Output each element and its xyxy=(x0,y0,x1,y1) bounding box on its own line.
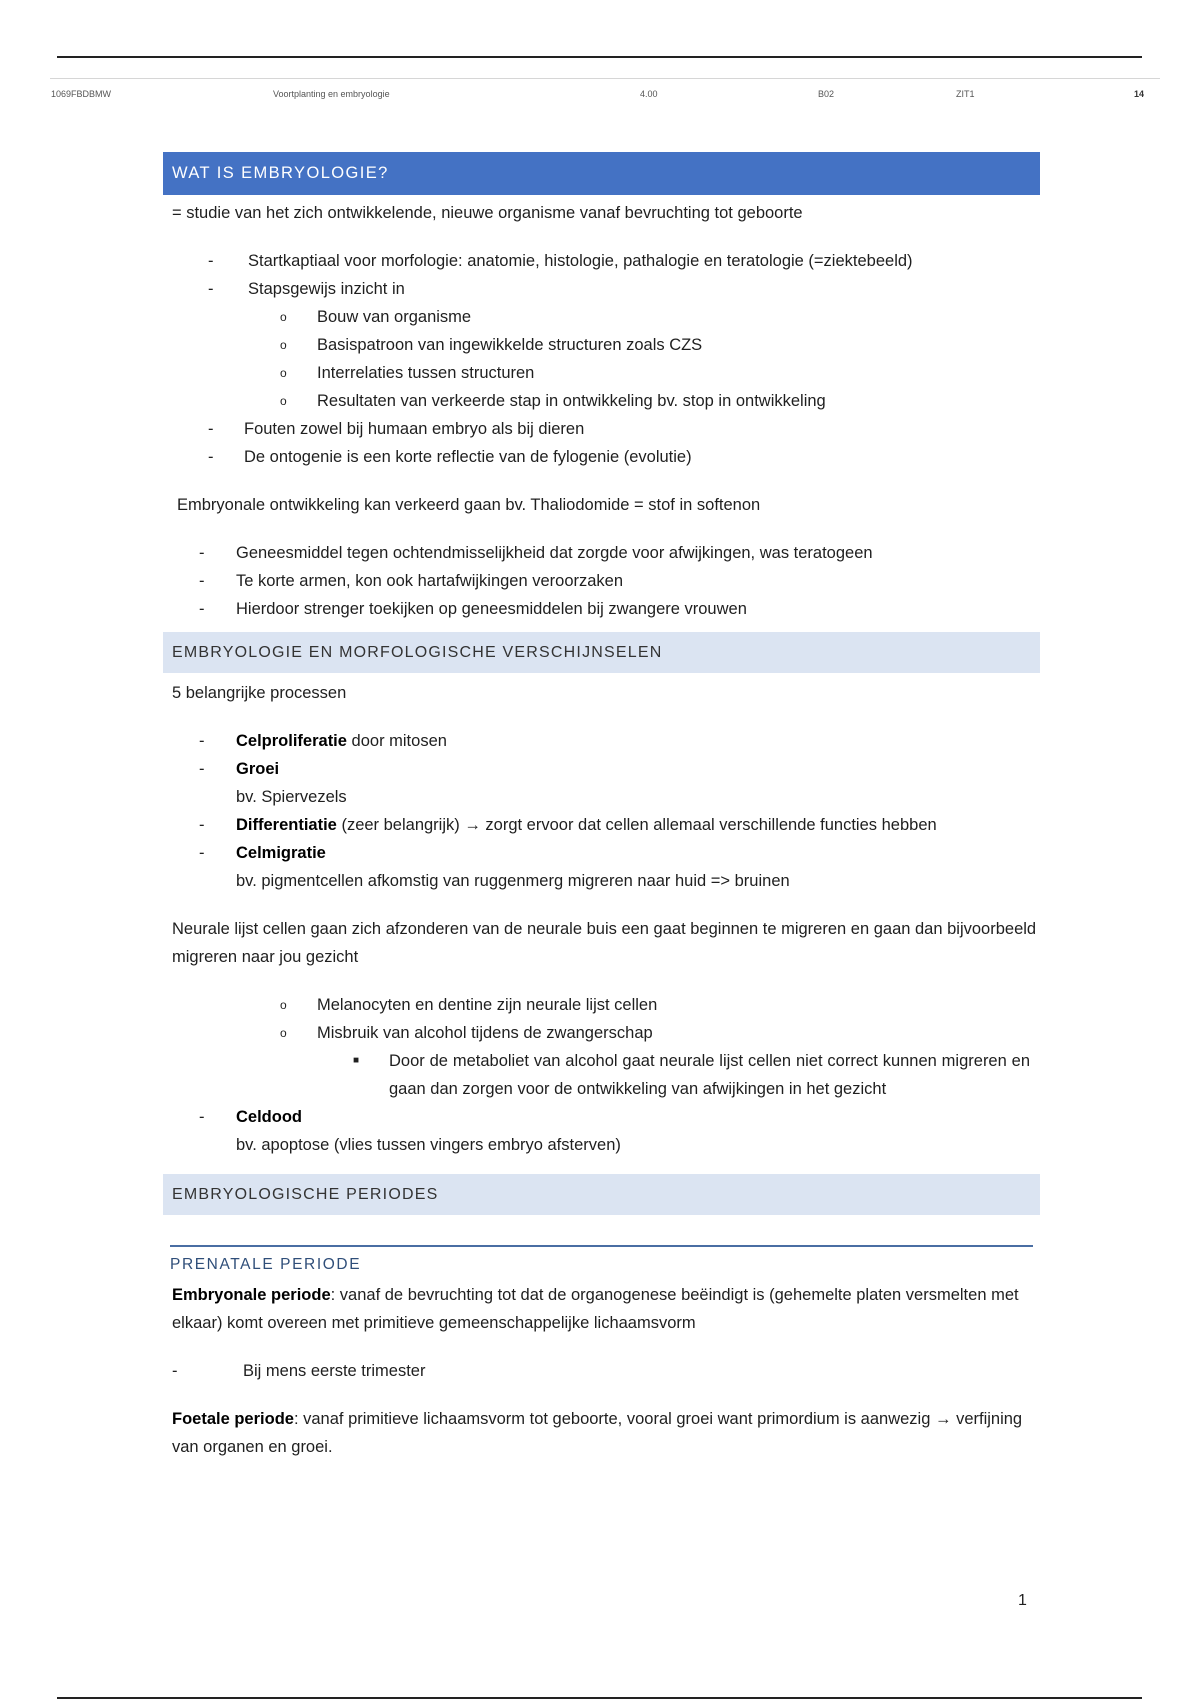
thalidomide-list xyxy=(163,539,1040,623)
list-item: - Geneesmiddel tegen ochtendmisselijkheid dat zorgde voor afwijkingen, was teratogeen xyxy=(199,544,873,562)
embryology-list xyxy=(163,247,1040,471)
section-heading-embryology: WAT IS EMBRYOLOGIE? xyxy=(163,152,1040,195)
list-item: o Basispatroon van ingewikkelde structuren zoals CZS xyxy=(280,336,703,354)
list-item: - Groei xyxy=(199,760,280,778)
list-item: - Fouten zowel bij humaan embryo als bij dieren xyxy=(208,420,585,438)
list-item: o Bouw van organisme xyxy=(280,308,472,326)
embryonal-period-paragraph: Embryonale periode: vanaf de bevruchting tot dat de organogenese beëindigt is (gehemelte platen versmelten met elkaar) komt overeen met primitieve gemeenschappelijke lichaamsvorm xyxy=(172,1286,1019,1332)
list-item: - Celmigratie xyxy=(199,844,326,862)
document-body xyxy=(163,152,1040,1461)
credits: 4.00 xyxy=(640,89,658,99)
processes-list xyxy=(163,727,1040,895)
list-item: - Differentiatie (zeer belangrijk) → zorgt ervoor dat cellen allemaal verschillende functies hebben xyxy=(199,816,937,834)
list-item-detail: bv. pigmentcellen afkomstig van ruggenmerg migreren naar huid => bruinen xyxy=(236,872,790,890)
list-item: - Bij mens eerste trimester xyxy=(172,1362,426,1380)
bottom-rule xyxy=(57,1697,1142,1699)
list-item: o Misbruik van alcohol tijdens de zwangerschap xyxy=(280,1024,653,1042)
thalidomide-intro: Embryonale ontwikkeling kan verkeerd gaan bv. Thaliodomide = stof in softenon xyxy=(177,496,761,514)
course-title: Voortplanting en embryologie xyxy=(273,89,390,99)
section-heading-morphology: EMBRYOLOGIE EN MORFOLOGISCHE VERSCHIJNSELEN xyxy=(163,632,1040,673)
header-rule xyxy=(50,78,1160,79)
list-item: - Celdood xyxy=(199,1108,302,1126)
section-heading-periods: EMBRYOLOGISCHE PERIODES xyxy=(163,1174,1040,1215)
definition: = studie van het zich ontwikkelende, nieuwe organisme vanaf bevruchting tot geboorte xyxy=(172,204,803,222)
list-item: - Te korte armen, kon ook hartafwijkingen veroorzaken xyxy=(199,572,624,590)
term: ZIT1 xyxy=(956,89,975,99)
top-rule xyxy=(57,56,1142,58)
list-item: o Melanocyten en dentine zijn neurale lijst cellen xyxy=(280,996,658,1014)
course-code: 1069FBDBMW xyxy=(51,89,112,99)
room: B02 xyxy=(818,89,835,99)
list-item: - Hierdoor strenger toekijken op geneesmiddelen bij zwangere vrouwen xyxy=(199,600,747,618)
header-page-number: 14 xyxy=(1134,89,1145,99)
list-item-detail: bv. Spiervezels xyxy=(236,788,347,806)
neural-crest-paragraph: Neurale lijst cellen gaan zich afzonderen van de neurale buis een gaat beginnen te migreren en gaan dan bijvoorbeeld migreren naar jou gezicht xyxy=(172,920,1037,966)
processes-intro: 5 belangrijke processen xyxy=(172,684,347,702)
list-item: o Interrelaties tussen structuren xyxy=(280,364,535,382)
list-item: - Celproliferatie door mitosen xyxy=(199,732,447,750)
list-item-detail: bv. apoptose (vlies tussen vingers embryo afsterven) xyxy=(236,1136,621,1154)
page-number: 1 xyxy=(1018,1592,1027,1609)
foetal-period-paragraph: Foetale periode: vanaf primitieve lichaamsvorm tot geboorte, vooral groei want primordium is aanwezig → verfijning van organen en groei. xyxy=(172,1410,1023,1456)
embryonal-period-list xyxy=(163,1357,1040,1385)
subheading-prenatal: PRENATALE PERIODE xyxy=(170,1245,1033,1277)
list-item: - De ontogenie is een korte reflectie van de fylogenie (evolutie) xyxy=(208,448,692,466)
list-item: o Resultaten van verkeerde stap in ontwikkeling bv. stop in ontwikkeling xyxy=(280,392,826,410)
list-item: - Stapsgewijs inzicht in xyxy=(208,280,405,298)
list-item: ■ Door de metaboliet van alcohol gaat neurale lijst cellen niet correct kunnen migreren en gaan dan zorgen voor de ontwikkeling van afwijkingen in het gezicht xyxy=(353,1052,1030,1098)
neural-crest-list xyxy=(163,991,1040,1159)
list-item: - Startkaptiaal voor morfologie: anatomie, histologie, pathalogie en teratologie (=ziektebeeld) xyxy=(208,252,913,270)
